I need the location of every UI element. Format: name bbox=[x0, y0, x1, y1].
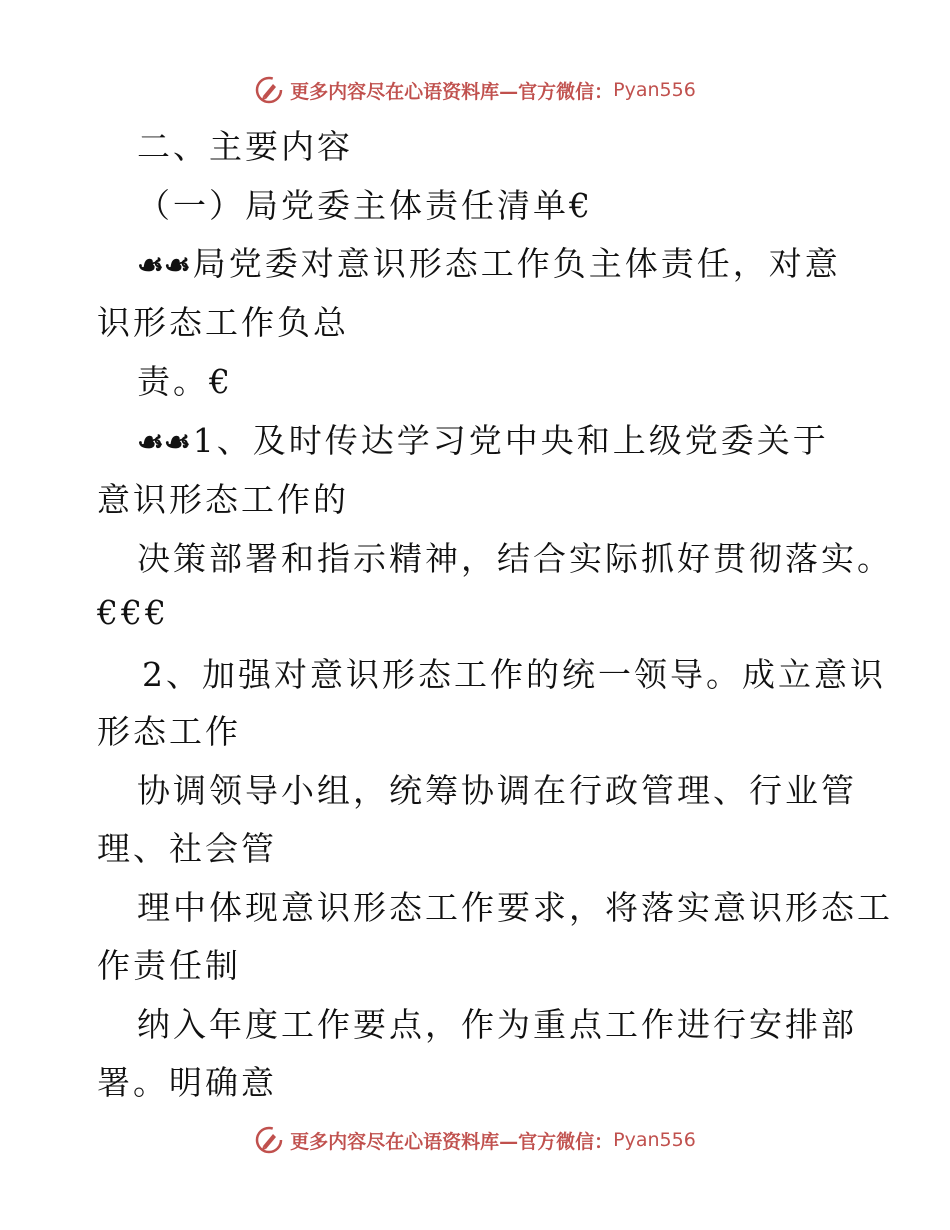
footer-banner bbox=[0, 1120, 950, 1160]
paragraph-line bbox=[137, 421, 829, 463]
paragraph-line: 意识形态工作的 bbox=[97, 480, 349, 519]
paragraph-line: 责。€ bbox=[137, 362, 233, 401]
section-heading: 二、主要内容 bbox=[137, 127, 353, 166]
fleuron-bullet-icon: ☙☙ bbox=[137, 425, 191, 460]
header-banner bbox=[0, 70, 950, 110]
paragraph-line: 作责任制 bbox=[97, 946, 241, 985]
paragraph-line: 决策部署和指示精神，结合实际抓好贯彻落实。 bbox=[137, 539, 893, 578]
header-banner-text: 更多内容尽在心语资料库—官方微信： bbox=[290, 80, 614, 103]
pen-nib-logo-icon bbox=[254, 1125, 284, 1155]
paragraph-text: 1、及时传达学习党中央和上级党委关于 bbox=[192, 421, 829, 460]
paragraph-line: 识形态工作负总 bbox=[97, 303, 349, 342]
paragraph-line: €€€ bbox=[97, 593, 169, 632]
paragraph-line: 署。明确意 bbox=[97, 1063, 277, 1102]
header-wechat-id: Pyan556 bbox=[613, 79, 696, 101]
subsection-heading: （一）局党委主体责任清单€ bbox=[137, 186, 593, 225]
footer-wechat-id: Pyan556 bbox=[613, 1129, 696, 1151]
pen-nib-logo-icon bbox=[254, 75, 284, 105]
paragraph-line bbox=[137, 244, 841, 286]
paragraph-line: 协调领导小组，统筹协调在行政管理、行业管 bbox=[137, 771, 857, 810]
paragraph-line: 形态工作 bbox=[97, 712, 241, 751]
paragraph-line: 2、加强对意识形态工作的统一领导。成立意识 bbox=[142, 655, 886, 694]
paragraph-text: 局党委对意识形态工作负主体责任，对意 bbox=[192, 244, 841, 283]
paragraph-line: 理、社会管 bbox=[97, 829, 277, 868]
paragraph-line: 理中体现意识形态工作要求，将落实意识形态工 bbox=[137, 888, 893, 927]
footer-banner-text: 更多内容尽在心语资料库—官方微信： bbox=[290, 1130, 614, 1153]
paragraph-line: 纳入年度工作要点，作为重点工作进行安排部 bbox=[137, 1005, 857, 1044]
fleuron-bullet-icon: ☙☙ bbox=[137, 248, 191, 283]
